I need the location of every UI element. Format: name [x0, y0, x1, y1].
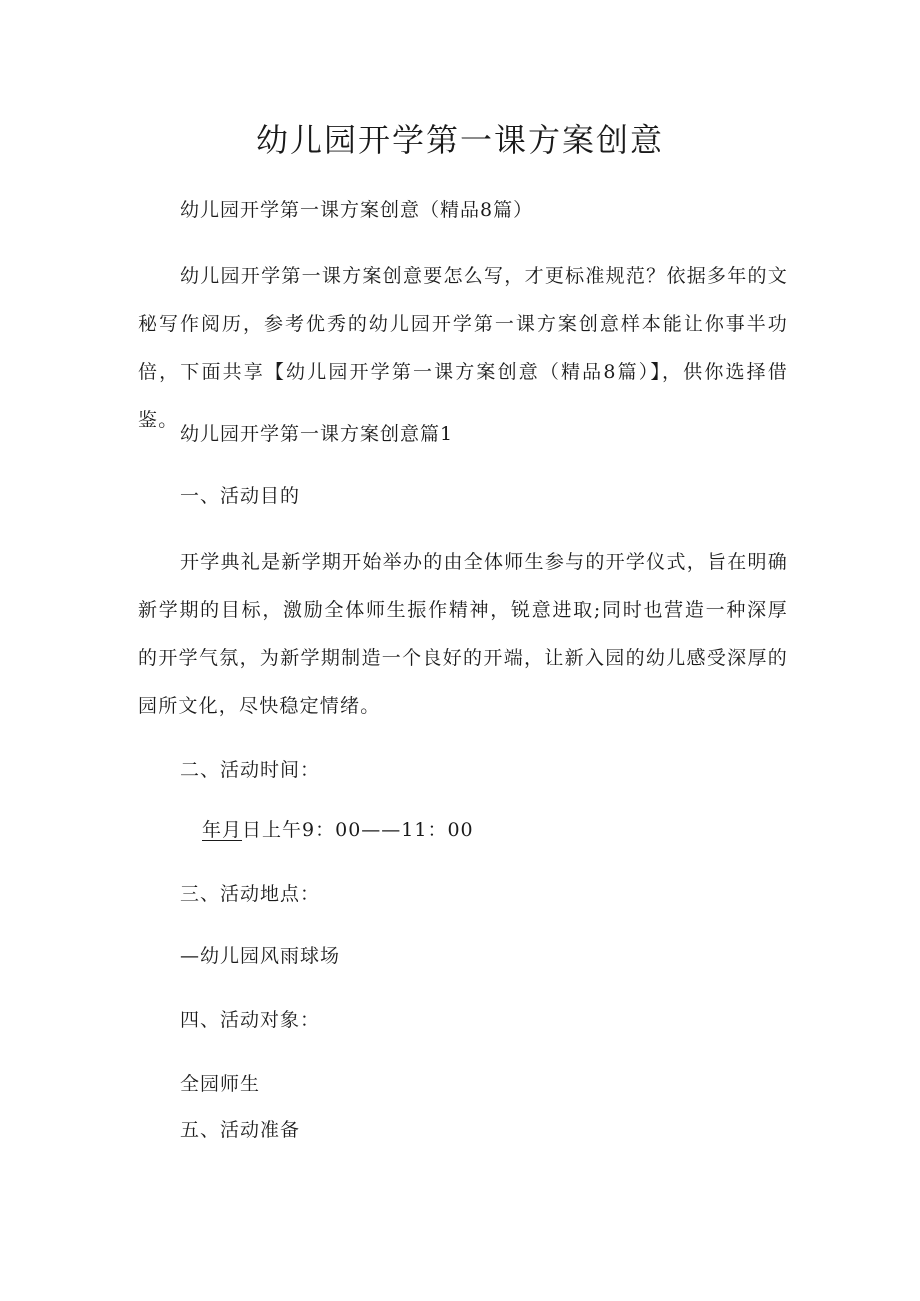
section-1-body: 开学典礼是新学期开始举办的由全体师生参与的开学仪式，旨在明确新学期的目标，激励全体师生振作精神，锐意进取;同时也营造一种深厚的开学气氛，为新学期制造一个良好的开端，让新入园的幼儿感受深厚的园所文化，尽快稳定情绪。 — [138, 551, 788, 717]
section-2-time — [202, 816, 474, 844]
section-4-heading: 四、活动对象： — [180, 1009, 321, 1031]
section-3-body: —幼儿园风雨球场 — [180, 945, 341, 967]
section-4-body: 全园师生 — [180, 1073, 261, 1095]
section-3-heading: 三、活动地点： — [180, 883, 321, 905]
document-subtitle: 幼儿园开学第一课方案创意（精品8篇） — [180, 199, 534, 221]
section-2-heading: 二、活动时间： — [180, 759, 321, 781]
date-placeholder: 年月 — [202, 819, 243, 841]
section-5-heading: 五、活动准备 — [180, 1119, 301, 1141]
time-range: 日上午9：00——11：00 — [242, 819, 474, 841]
document-title: 幼儿园开学第一课方案创意 — [255, 121, 664, 159]
intro-paragraph: 幼儿园开学第一课方案创意要怎么写，才更标准规范？依据多年的文秘写作阅历，参考优秀的幼儿园开学第一课方案创意样本能让你事半功倍，下面共享【幼儿园开学第一课方案创意（精品8篇）】，供你选择借鉴。 — [138, 265, 788, 431]
chapter-heading: 幼儿园开学第一课方案创意篇1 — [180, 423, 454, 445]
section-1-heading: 一、活动目的 — [180, 485, 301, 507]
